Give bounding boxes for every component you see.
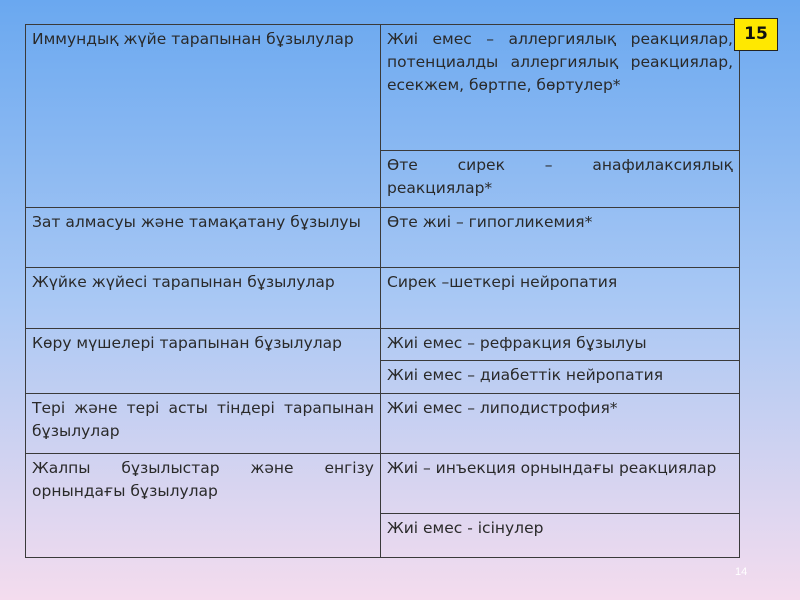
table-row <box>26 394 740 454</box>
category-cell: Жалпы бұзылыстар және енгізу орнындағы бұзылулар <box>26 454 381 558</box>
effect-cell: Өте сирек – анафилаксиялық реакциялар* <box>381 151 740 208</box>
table-row <box>26 454 740 514</box>
table-row <box>26 268 740 329</box>
slide-number-badge: 15 <box>734 18 778 51</box>
page-number: 14 <box>735 566 748 578</box>
effect-cell: Жиі – инъекция орнындағы реакциялар <box>381 454 740 514</box>
effect-cell: Жиі емес – рефракция бұзылуы <box>381 329 740 361</box>
category-cell: Тері және тері асты тіндері тарапынан бұзылулар <box>26 394 381 454</box>
category-cell: Зат алмасуы және тамақатану бұзылуы <box>26 208 381 268</box>
table-row <box>26 329 740 361</box>
adverse-effects-table <box>25 24 740 558</box>
effect-cell: Өте жиі – гипогликемия* <box>381 208 740 268</box>
effect-cell: Жиі емес – аллергиялық реакциялар, потенциалды аллергиялық реакциялар, есекжем, бөртпе, бөртулер* <box>381 25 740 151</box>
effect-cell: Жиі емес - ісінулер <box>381 514 740 558</box>
category-cell: Иммундық жүйе тарапынан бұзылулар <box>26 25 381 208</box>
table-row <box>26 25 740 151</box>
effect-cell: Жиі емес – липодистрофия* <box>381 394 740 454</box>
category-cell: Жүйке жүйесі тарапынан бұзылулар <box>26 268 381 329</box>
effect-cell: Жиі емес – диабеттік нейропатия <box>381 361 740 394</box>
category-cell: Көру мүшелері тарапынан бұзылулар <box>26 329 381 394</box>
effect-cell: Сирек –шеткері нейропатия <box>381 268 740 329</box>
table-row <box>26 208 740 268</box>
